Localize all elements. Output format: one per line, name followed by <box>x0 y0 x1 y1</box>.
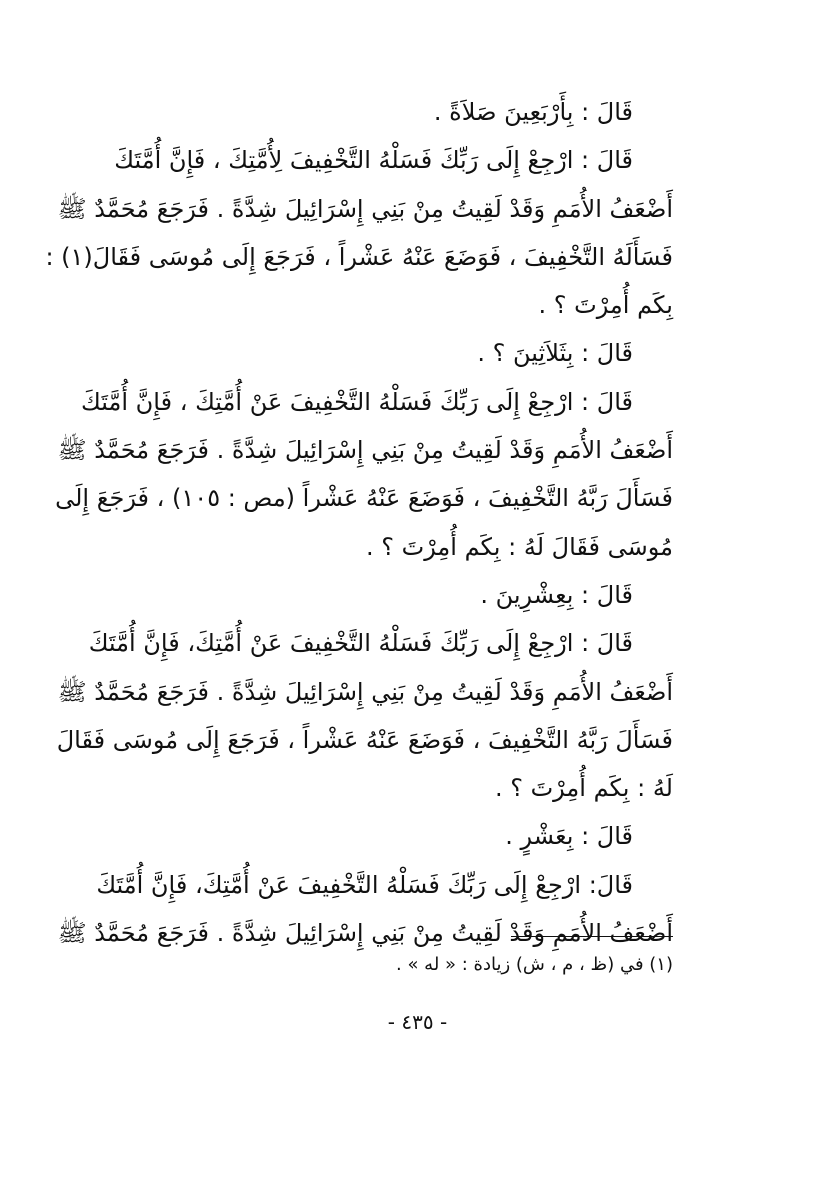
text-line: أَضْعَفُ الأُمَمِ وَقَدْ لَقِيتُ مِنْ بَنِي إِسْرَائِيلَ شِدَّةً . فَرَجَعَ مُحَمَّدٌ ﷺ <box>57 677 673 706</box>
text-line: قَالَ : بِأَرْبَعِينَ صَلاَةً . <box>433 98 633 126</box>
text-line: قَالَ : بِعِشْرِينَ . <box>480 580 633 609</box>
text-line: قَالَ : ارْجِعْ إِلَى رَبِّكَ فَسَلْهُ التَّخْفِيفَ لِأُمَّتِكَ ، فَإِنَّ أُمَّتَكَ <box>114 146 633 175</box>
text-line: قَالَ : ارْجِعْ إِلَى رَبِّكَ فَسَلْهُ التَّخْفِيفَ عَنْ أُمَّتِكَ ، فَإِنَّ أُمَّتَكَ <box>81 387 633 416</box>
text-line: فَسَأَلَهُ التَّخْفِيفَ ، فَوَضَعَ عَنْهُ عَشْراً ، فَرَجَعَ إِلَى مُوسَى فَقَالَ(١) : <box>45 242 673 271</box>
footnote: (١) في (ظ ، م ، ش) زيادة : « له » . <box>396 954 673 975</box>
text-line: قَالَ : بِعَشْرٍ . <box>505 822 633 851</box>
text-line: بِكَم أُمِرْتَ ؟ . <box>538 291 673 320</box>
main-text <box>45 88 673 957</box>
text-line: أَضْعَفُ الأُمَمِ وَقَدْ لَقِيتُ مِنْ بَنِي إِسْرَائِيلَ شِدَّةً . فَرَجَعَ مُحَمَّدٌ ﷺ <box>57 194 673 223</box>
footnote-divider <box>511 936 673 937</box>
text-line: قَالَ: ارْجِعْ إِلَى رَبِّكَ فَسَلْهُ التَّخْفِيفَ عَنْ أُمَّتِكَ، فَإِنَّ أُمَّتَكَ <box>96 870 633 899</box>
text-line: فَسَأَلَ رَبَّهُ التَّخْفِيفَ ، فَوَضَعَ عَنْهُ عَشْراً (مص : ١٠٥) ، فَرَجَعَ إِلَى <box>55 484 673 513</box>
text-line: قَالَ : ارْجِعْ إِلَى رَبِّكَ فَسَلْهُ التَّخْفِيفَ عَنْ أُمَّتِكَ، فَإِنَّ أُمَّتَكَ <box>88 629 633 658</box>
text-line: أَضْعَفُ الأُمَمِ وَقَدْ لَقِيتُ مِنْ بَنِي إِسْرَائِيلَ شِدَّةً . فَرَجَعَ مُحَمَّدٌ ﷺ <box>57 436 673 465</box>
text-line: فَسَأَلَ رَبَّهُ التَّخْفِيفَ ، فَوَضَعَ عَنْهُ عَشْراً ، فَرَجَعَ إِلَى مُوسَى فَقَالَ <box>56 725 673 754</box>
text-line: قَالَ : بِثَلاَثِينَ ؟ . <box>477 339 633 368</box>
text-line: أَضْعَفُ الأُمَمِ وَقَدْ لَقِيتُ مِنْ بَنِي إِسْرَائِيلَ شِدَّةً . فَرَجَعَ مُحَمَّدٌ ﷺ <box>57 919 673 948</box>
text-line: مُوسَى فَقَالَ لَهُ : بِكَم أُمِرْتَ ؟ . <box>365 532 673 561</box>
text-line: لَهُ : بِكَم أُمِرْتَ ؟ . <box>494 774 673 803</box>
page-number: - ٤٣٥ - <box>387 1010 448 1034</box>
